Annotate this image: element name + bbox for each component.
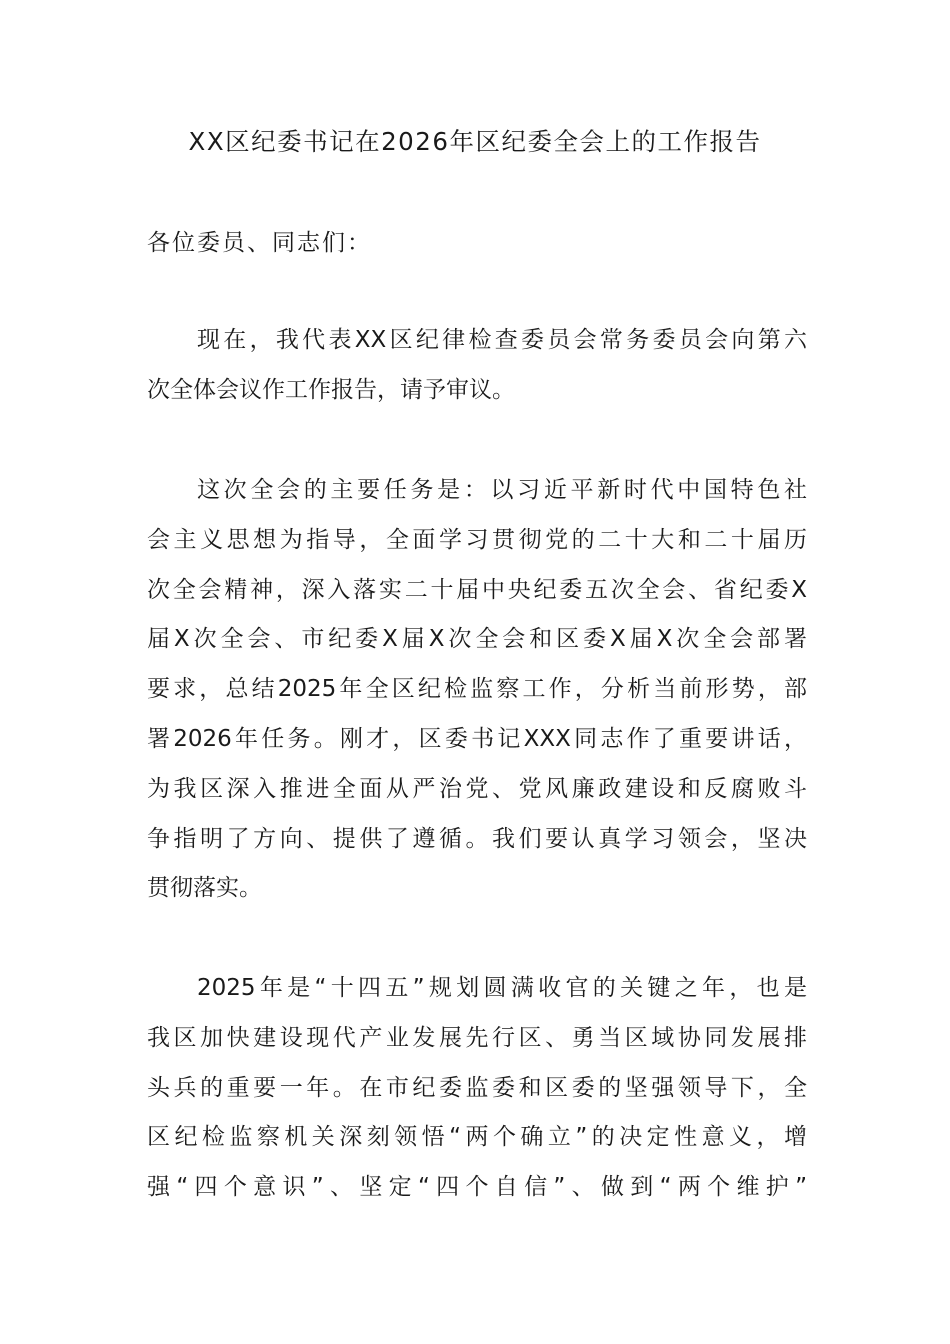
text-line: 次全体会议作工作报告，请予审议。 — [147, 376, 515, 403]
text-line: 贯彻落实。 — [147, 875, 262, 902]
text-line: 争指明了方向、提供了遵循。我们要认真学习领会，坚决 — [147, 825, 807, 852]
text-line: 次全会精神，深入落实二十届中央纪委五次全会、省纪委X — [147, 576, 807, 603]
text-line: 署2026年任务。刚才，区委书记XXX同志作了重要讲话， — [147, 725, 807, 752]
text-line: 头兵的重要一年。在市纪委监委和区委的坚强领导下，全 — [147, 1074, 807, 1101]
text-line: 届X次全会、市纪委X届X次全会和区委X届X次全会部署 — [147, 626, 807, 653]
text-line: 现在，我代表XX区纪律检查委员会常务委员会向第六 — [197, 327, 807, 353]
text-line: 会主义思想为指导，全面学习贯彻党的二十大和二十届历 — [147, 526, 807, 553]
text-line: 我区加快建设现代产业发展先行区、勇当区域协同发展排 — [147, 1024, 807, 1051]
salutation: 各位委员、同志们： — [147, 230, 372, 256]
text-line: 这次全会的主要任务是：以习近平新时代中国特色社 — [197, 477, 807, 503]
document-title: XX区纪委书记在2026年区纪委全会上的工作报告 — [188, 127, 762, 156]
text-line: 为我区深入推进全面从严治党、党风廉政建设和反腐败斗 — [147, 775, 807, 802]
paragraph-opening — [147, 320, 807, 420]
text-line: 2025年是“十四五”规划圆满收官的关键之年，也是 — [197, 975, 807, 1001]
paragraph-2025-review — [147, 968, 807, 1217]
text-line: 区纪检监察机关深刻领悟“两个确立”的决定性意义，增 — [147, 1124, 807, 1151]
text-line: 强“四个意识”、坚定“四个自信”、做到“两个维护” — [147, 1174, 807, 1201]
paragraph-main-task — [147, 470, 807, 918]
text-line: 要求，总结2025年全区纪检监察工作，分析当前形势，部 — [147, 676, 807, 703]
